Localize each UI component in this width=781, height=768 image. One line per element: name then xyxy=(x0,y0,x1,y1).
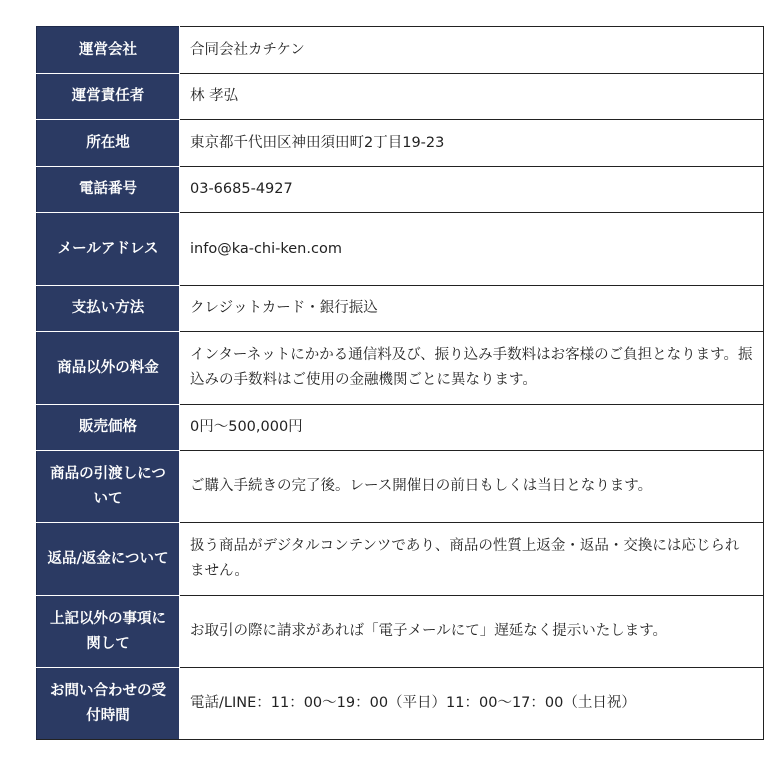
row-label: お問い合わせの受付時間 xyxy=(37,668,180,740)
company-info-table xyxy=(36,26,764,740)
row-value: 東京都千代田区神田須田町2丁目19-23 xyxy=(180,120,764,167)
row-value: 0円～500,000円 xyxy=(180,405,764,451)
row-label: 返品/返金について xyxy=(37,523,180,596)
row-label: 支払い方法 xyxy=(37,286,180,332)
table-row-company xyxy=(37,27,764,74)
row-label: 運営責任者 xyxy=(37,74,180,120)
row-value: インターネットにかかる通信料及び、振り込み手数料はお客様のご負担となります。振込みの手数料はご使用の金融機関ごとに異なります。 xyxy=(180,332,764,405)
row-value: クレジットカード・銀行振込 xyxy=(180,286,764,332)
row-label: 所在地 xyxy=(37,120,180,167)
row-value: お取引の際に請求があれば「電子メールにて」遅延なく提示いたします。 xyxy=(180,596,764,668)
email-link[interactable]: info@ka-chi-ken.com xyxy=(180,213,764,286)
table-row-other-fees xyxy=(37,332,764,405)
row-value: 合同会社カチケン xyxy=(180,27,764,74)
row-value: 03-6685-4927 xyxy=(180,167,764,213)
table-row-email xyxy=(37,213,764,286)
row-value: 林 孝弘 xyxy=(180,74,764,120)
table-row-price xyxy=(37,405,764,451)
table-row-returns xyxy=(37,523,764,596)
row-label: 運営会社 xyxy=(37,27,180,74)
row-label: 販売価格 xyxy=(37,405,180,451)
table-row-address xyxy=(37,120,764,167)
table-row-payment xyxy=(37,286,764,332)
row-value: 扱う商品がデジタルコンテンツであり、商品の性質上返金・返品・交換には応じられません。 xyxy=(180,523,764,596)
row-value: 電話/LINE：11：00～19：00（平日）11：00～17：00（土日祝） xyxy=(180,668,764,740)
table-row-contact-hours xyxy=(37,668,764,740)
table-row-delivery xyxy=(37,451,764,523)
row-value: ご購入手続きの完了後。レース開催日の前日もしくは当日となります。 xyxy=(180,451,764,523)
row-label: 電話番号 xyxy=(37,167,180,213)
row-label: メールアドレス xyxy=(37,213,180,286)
table-row-other-matters xyxy=(37,596,764,668)
table-row-manager xyxy=(37,74,764,120)
row-label: 商品の引渡しについて xyxy=(37,451,180,523)
row-label: 商品以外の料金 xyxy=(37,332,180,405)
row-label: 上記以外の事項に関して xyxy=(37,596,180,668)
table-row-phone xyxy=(37,167,764,213)
